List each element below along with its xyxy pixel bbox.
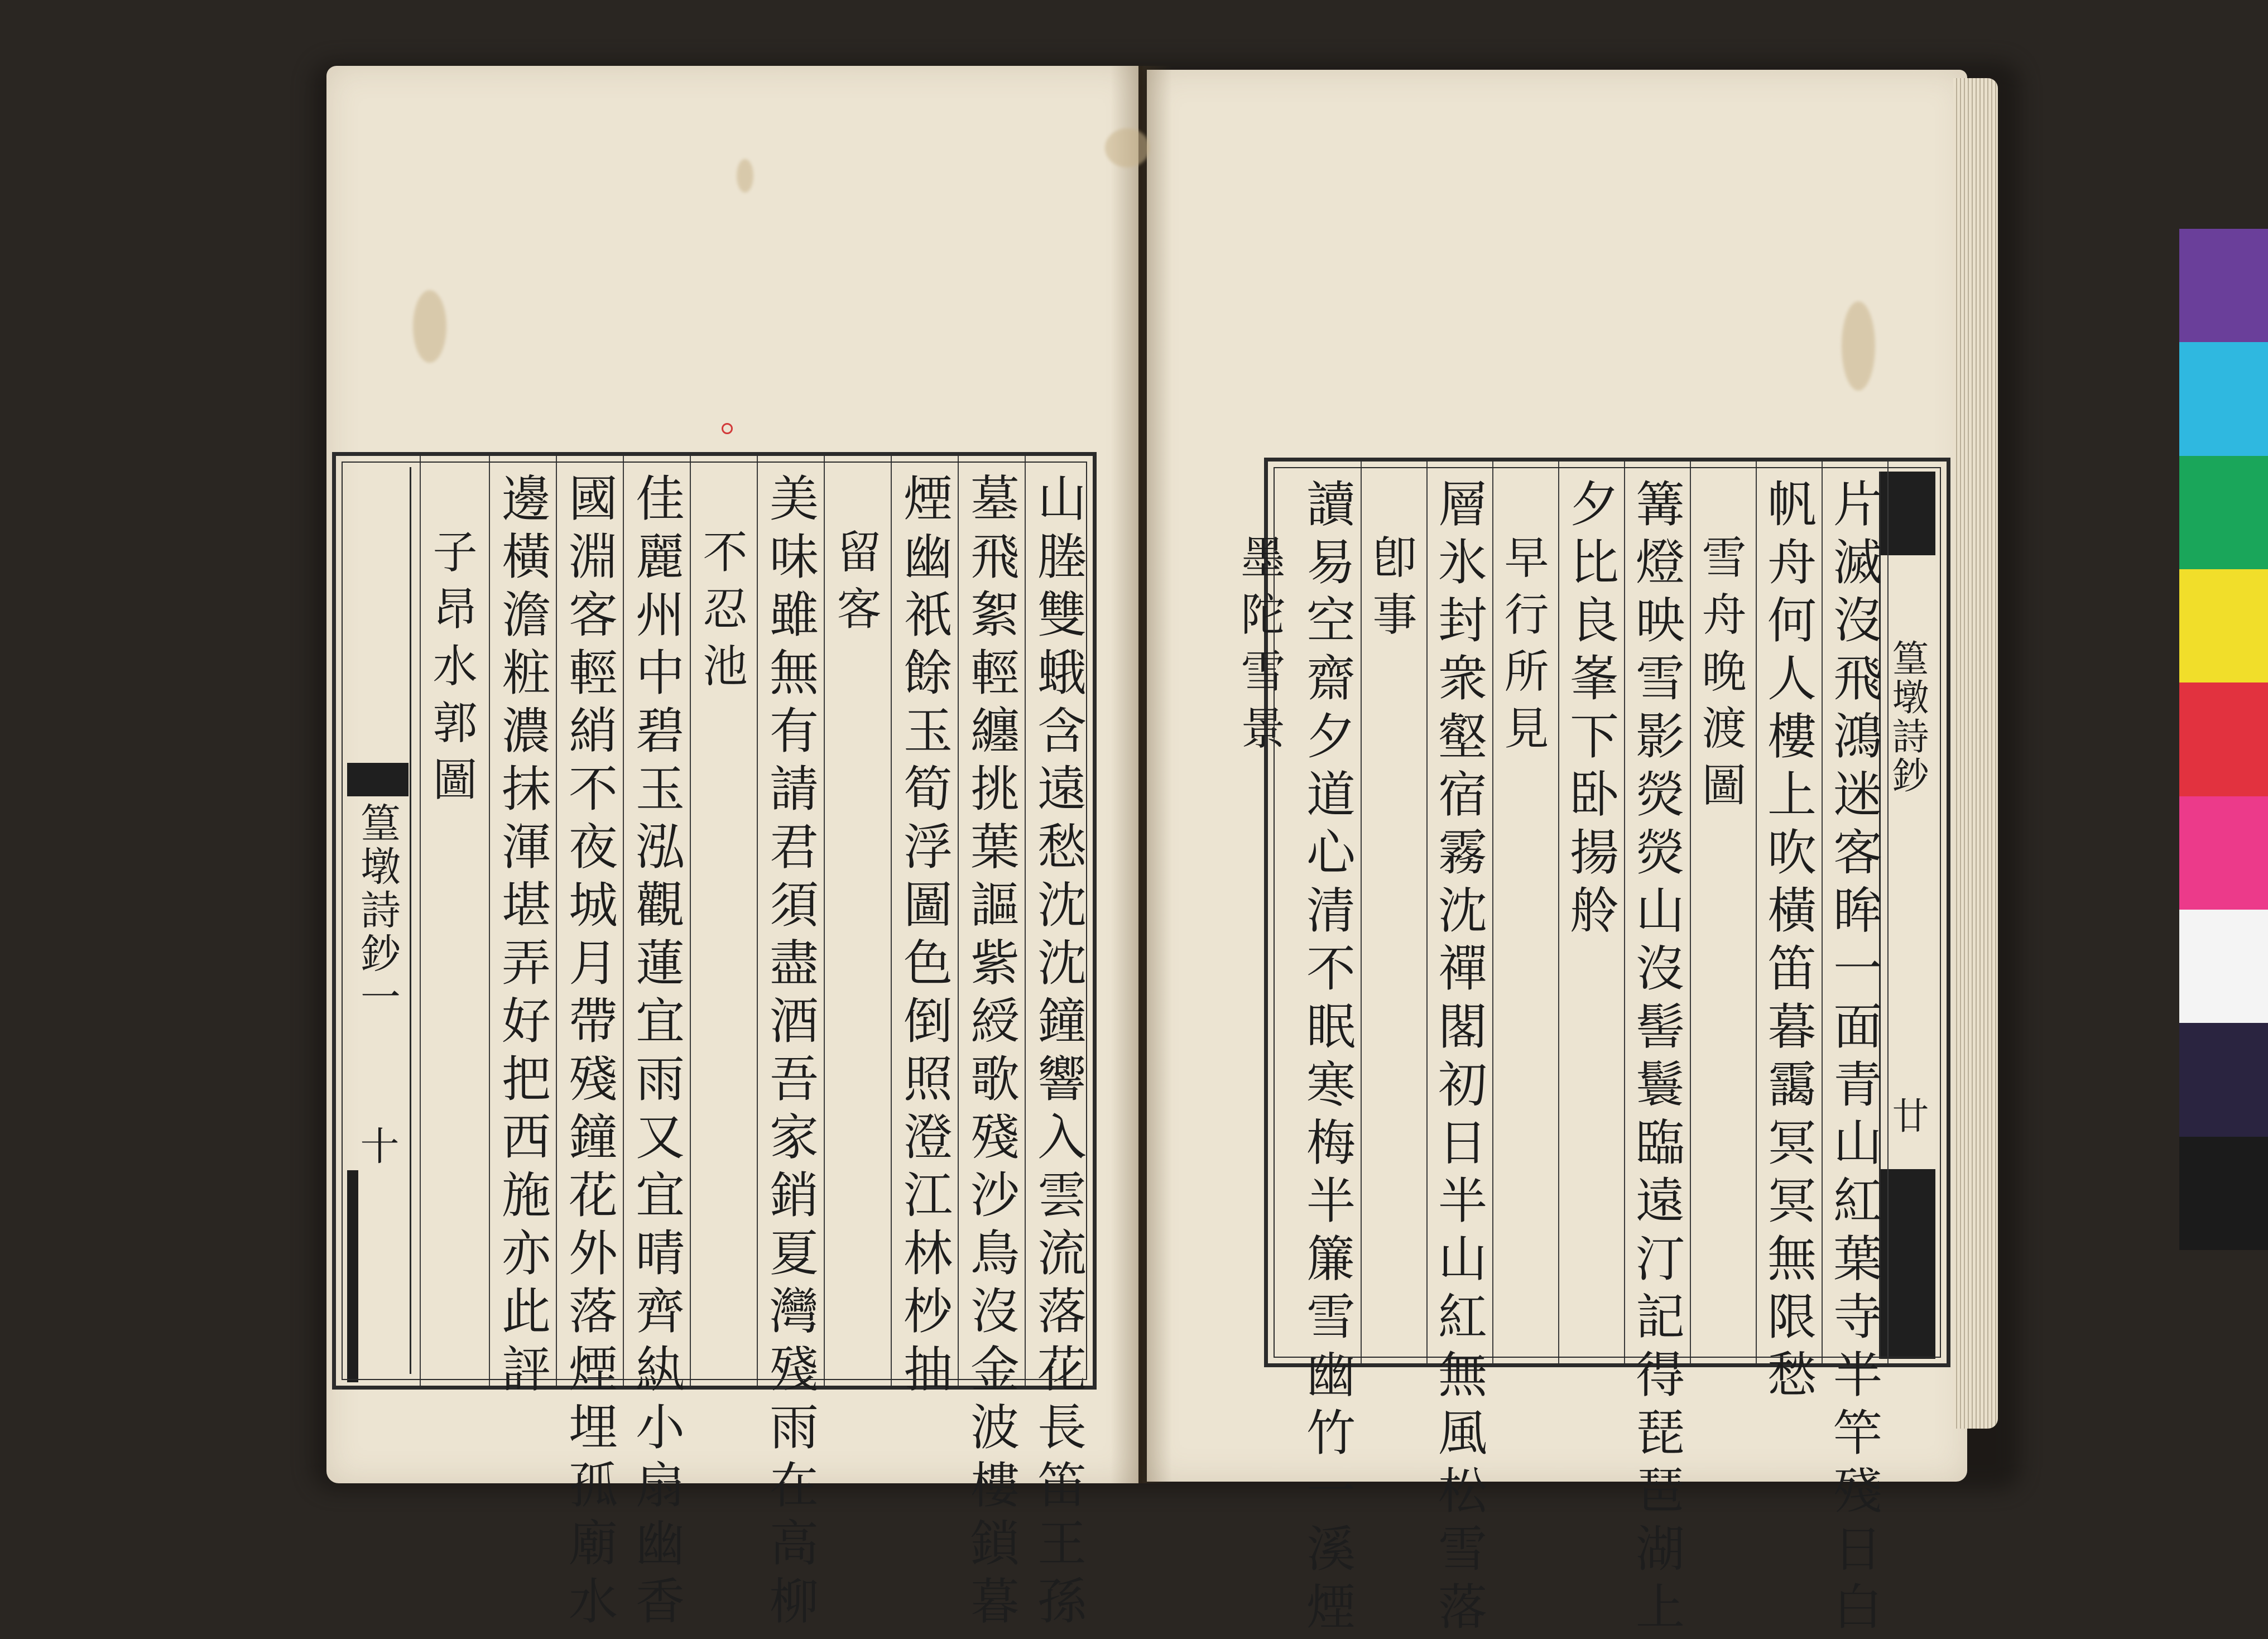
- color-patch: [2179, 569, 2268, 682]
- fish-tail-mark: [347, 763, 409, 796]
- poem-title: 留客: [829, 528, 881, 642]
- column-rule: [1426, 462, 1428, 1363]
- text-column: 篝燈映雪影熒熒山沒髻鬟臨遠汀記得琵琶湖上: [1628, 478, 1685, 1639]
- text-column: 邊橫澹粧濃抹渾堪弄好把西施亦此評: [494, 473, 551, 1401]
- red-circle-mark: [722, 423, 733, 434]
- text-column: 美味雖無有請君須盡酒吾家銷夏灣殘雨在高柳: [762, 473, 819, 1633]
- column-rule: [824, 456, 825, 1386]
- column-rule: [1822, 462, 1823, 1363]
- poem-title: 子昂水郭圖: [425, 528, 477, 813]
- banner-block: [1881, 1169, 1935, 1359]
- column-rule: [1361, 462, 1362, 1363]
- column-rule: [958, 456, 959, 1386]
- paper-stain: [1842, 301, 1875, 391]
- color-patch: [2179, 1023, 2268, 1136]
- column-rule: [757, 456, 758, 1386]
- column-rule: [623, 456, 624, 1386]
- column-rule: [556, 456, 557, 1386]
- text-column: 讀易空齋夕道心清不眠寒梅半簾雪幽竹一溪煙: [1299, 478, 1356, 1639]
- right-text-frame: [1233, 458, 1950, 1639]
- column-rule: [1690, 462, 1691, 1363]
- paper-stain: [1105, 128, 1150, 167]
- leaf-number: 廿: [1886, 1097, 1929, 1136]
- column-rule: [690, 456, 691, 1386]
- banner-block: [1881, 472, 1935, 555]
- poem-title: 卽事: [1365, 534, 1417, 648]
- column-rule: [891, 456, 892, 1386]
- right-banner: [1879, 472, 1937, 1359]
- text-column: 國淵客輕綃不夜城月帶殘鐘花外落煙埋孤廟水: [561, 473, 618, 1633]
- color-patch: [2179, 1137, 2268, 1250]
- color-patch: [2179, 910, 2268, 1023]
- column-rule: [420, 456, 421, 1386]
- book-gutter: [1111, 66, 1172, 1483]
- text-column: 層氷封衆壑宿霧沈禪閣初日半山紅無風松雪落: [1430, 478, 1488, 1639]
- poem-title: 墨陀雪景: [1233, 534, 1285, 762]
- poem-title: 早行所見: [1497, 534, 1549, 762]
- color-patch: [2179, 229, 2268, 342]
- left-text-frame: [332, 452, 1097, 1633]
- column-rule: [489, 456, 490, 1386]
- text-column: 佳麗州中碧玉泓觀蓮宜雨又宜晴齊紈小扇幽香: [628, 473, 685, 1633]
- column-rule: [1492, 462, 1493, 1363]
- paper-stain: [737, 159, 753, 193]
- color-patch: [2179, 342, 2268, 455]
- left-banner: [347, 467, 411, 1374]
- column-rule: [1887, 462, 1889, 1363]
- text-column: 煙幽衹餘玉筍浮圖色倒照澄江林杪抽: [896, 473, 953, 1401]
- running-title: 篁墩詩鈔: [1886, 639, 1929, 795]
- running-title: 篁墩詩鈔一: [354, 802, 401, 1020]
- text-column: 片滅沒飛鴻迷客眸一面青山紅葉寺半竿殘日白: [1825, 478, 1883, 1639]
- text-column: 墓飛絮輕纏挑葉謳紫綬歌殘沙鳥沒金波樓鎖暮: [963, 473, 1020, 1633]
- color-calibration-chart: [2179, 229, 2268, 1250]
- paper-stain: [413, 290, 446, 363]
- text-column: 山塍雙蛾含遠愁沈沈鐘響入雲流落花長笛王孫: [1030, 473, 1087, 1633]
- page-edges: [1953, 78, 1998, 1429]
- column-rule: [1025, 456, 1026, 1386]
- color-patch: [2179, 796, 2268, 910]
- column-rule: [1624, 462, 1625, 1363]
- text-column: 帆舟何人樓上吹橫笛暮靄冥冥無限愁: [1760, 478, 1817, 1407]
- leaf-number: 十: [354, 1126, 400, 1167]
- color-patch: [2179, 682, 2268, 796]
- column-rule: [1558, 462, 1559, 1363]
- banner-bar: [347, 1170, 358, 1382]
- text-column: 夕比良峯下卧揚舲: [1562, 478, 1620, 943]
- poem-title: 雪舟晚渡圖: [1694, 534, 1746, 819]
- poem-title: 不忍池: [695, 528, 747, 699]
- color-patch: [2179, 456, 2268, 569]
- column-rule: [1756, 462, 1757, 1363]
